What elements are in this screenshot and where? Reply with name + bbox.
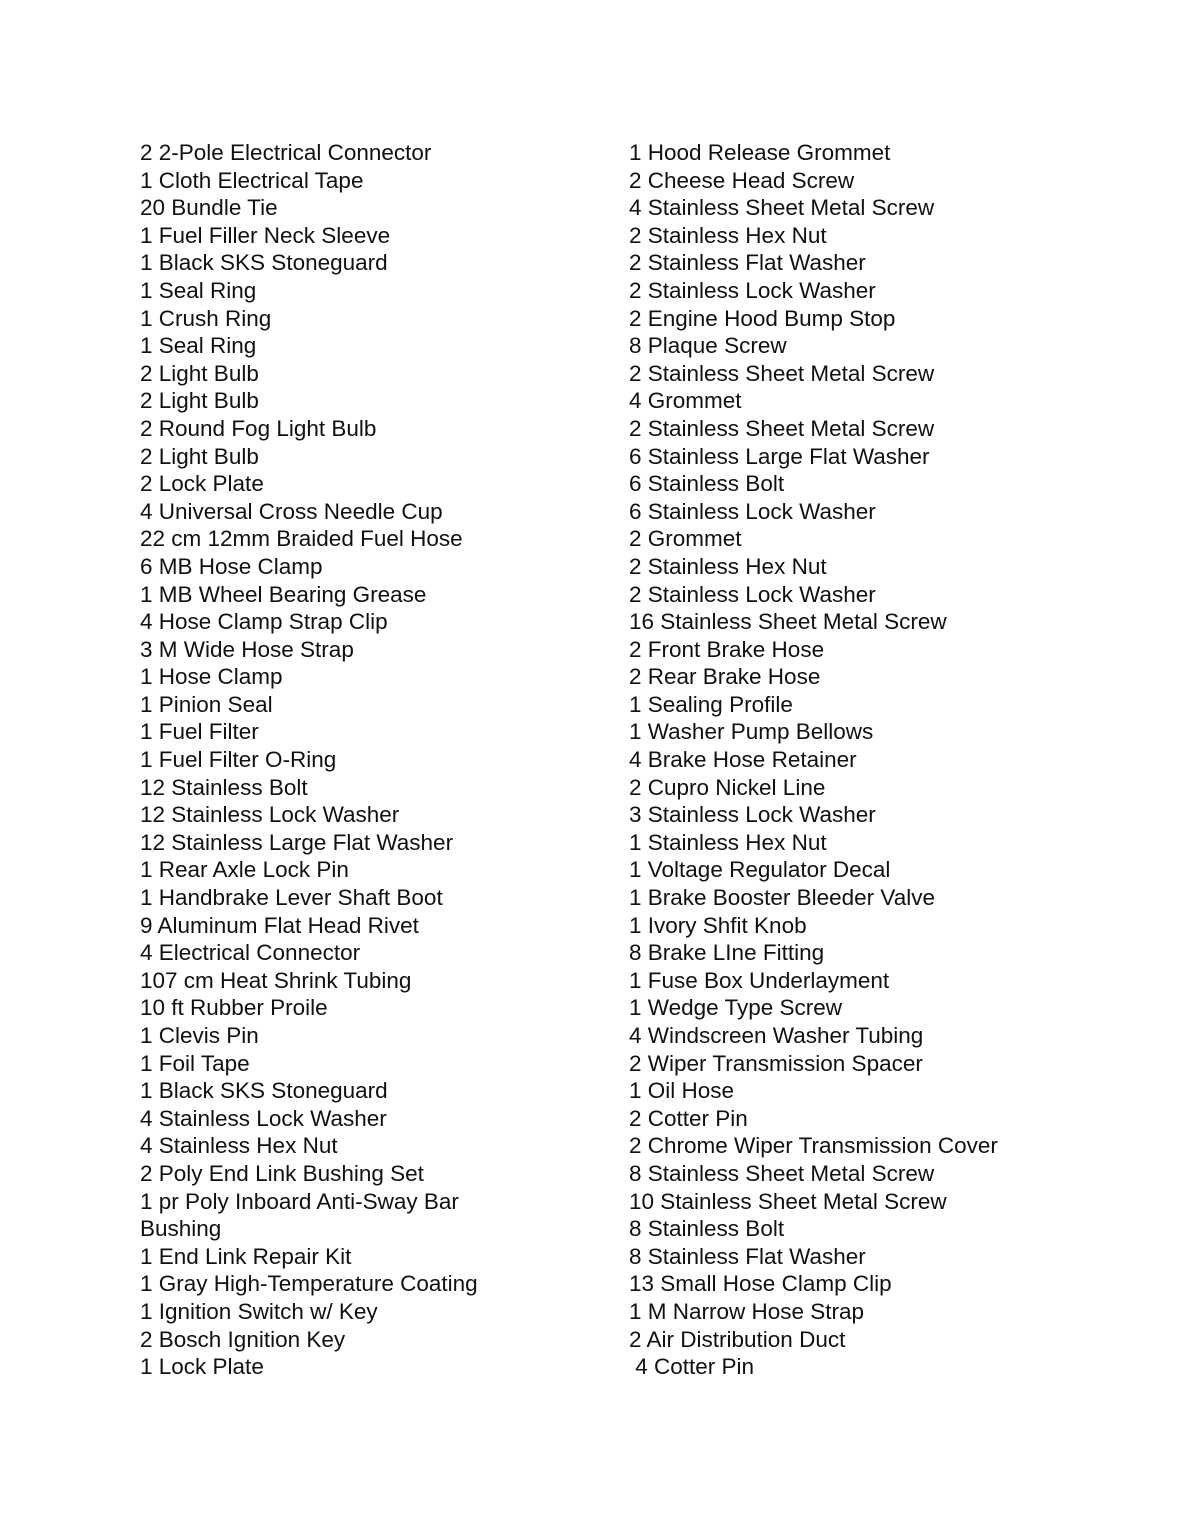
parts-list-item: 4 Universal Cross Needle Cup bbox=[140, 498, 443, 524]
parts-list-item: 1 MB Wheel Bearing Grease bbox=[140, 581, 427, 607]
parts-list-item: 4 Stainless Hex Nut bbox=[140, 1133, 338, 1159]
parts-list-item: 4 Electrical Connector bbox=[140, 940, 361, 966]
parts-list-item: 9 Aluminum Flat Head Rivet bbox=[140, 912, 419, 938]
parts-list-item: 1 Washer Pump Bellows bbox=[629, 719, 874, 745]
parts-list-item: 4 Windscreen Washer Tubing bbox=[629, 1023, 924, 1048]
parts-list-item: 2 Cupro Nickel Line bbox=[629, 774, 826, 800]
parts-list-item: 1 Ignition Switch w/ Key bbox=[140, 1298, 378, 1324]
parts-list-item: 2 Light Bulb bbox=[140, 443, 259, 469]
parts-list-item: 8 Stainless Flat Washer bbox=[629, 1243, 866, 1269]
parts-list-item: 2 Stainless Hex Nut bbox=[629, 222, 827, 248]
parts-list-left-column bbox=[140, 139, 560, 1381]
parts-list-item: 1 Stainless Hex Nut bbox=[629, 829, 827, 855]
parts-list-item: 1 Gray High-Temperature Coating bbox=[140, 1271, 478, 1297]
parts-list-item: 6 MB Hose Clamp bbox=[140, 553, 323, 579]
parts-list-item: 2 Stainless Flat Washer bbox=[629, 250, 866, 276]
parts-list-item: 2 Grommet bbox=[629, 526, 742, 552]
parts-list-item: 2 Chrome Wiper Transmission Cover bbox=[629, 1133, 998, 1159]
parts-list-item: 1 Fuel Filter O-Ring bbox=[140, 747, 337, 773]
parts-list-item: 1 Ivory Shfit Knob bbox=[629, 912, 807, 938]
parts-list-item: 4 Stainless Lock Washer bbox=[140, 1105, 387, 1131]
parts-list-item: 4 Grommet bbox=[629, 388, 742, 414]
parts-list-item: 2 2-Pole Electrical Connector bbox=[140, 140, 432, 165]
parts-list-item: 2 Rear Brake Hose bbox=[629, 664, 821, 690]
parts-list-item: 2 Stainless Lock Washer bbox=[629, 581, 876, 607]
parts-list-item: 3 Stainless Lock Washer bbox=[629, 802, 876, 828]
parts-list-item: 1 Black SKS Stoneguard bbox=[140, 250, 388, 276]
parts-list-item: 8 Stainless Bolt bbox=[629, 1216, 785, 1242]
parts-list-item: 1 Handbrake Lever Shaft Boot bbox=[140, 885, 443, 911]
parts-list-item: 2 Light Bulb bbox=[140, 360, 259, 386]
parts-list-item: 8 Plaque Screw bbox=[629, 333, 787, 359]
parts-list-item: 13 Small Hose Clamp Clip bbox=[629, 1271, 892, 1297]
parts-list-item: 1 Seal Ring bbox=[140, 333, 257, 359]
parts-list-item: 1 Foil Tape bbox=[140, 1050, 250, 1076]
parts-list-item: 2 Front Brake Hose bbox=[629, 636, 825, 662]
parts-list-item: 1 Fuel Filler Neck Sleeve bbox=[140, 222, 391, 248]
parts-list-item: 1 M Narrow Hose Strap bbox=[629, 1298, 865, 1324]
parts-list-item: 12 Stainless Lock Washer bbox=[140, 802, 400, 828]
parts-list-item: 1 Rear Axle Lock Pin bbox=[140, 857, 349, 883]
parts-list-item: 2 Bosch Ignition Key bbox=[140, 1326, 346, 1352]
parts-list-item: 8 Brake LIne Fitting bbox=[629, 940, 825, 966]
parts-list-item: 2 Round Fog Light Bulb bbox=[140, 415, 377, 441]
parts-list-item: 1 Black SKS Stoneguard bbox=[140, 1078, 388, 1104]
parts-list-item: 10 Stainless Sheet Metal Screw bbox=[629, 1188, 947, 1214]
parts-list-item: 1 End Link Repair Kit bbox=[140, 1243, 352, 1269]
parts-list-item: 1 Lock Plate bbox=[140, 1354, 264, 1380]
parts-list-item: 107 cm Heat Shrink Tubing bbox=[140, 967, 412, 993]
parts-list-item: 1 Pinion Seal bbox=[140, 691, 273, 717]
parts-list-item: 1 Clevis Pin bbox=[140, 1023, 259, 1048]
parts-list-item: 12 Stainless Large Flat Washer bbox=[140, 829, 454, 855]
parts-list-item: 1 Crush Ring bbox=[140, 305, 272, 331]
parts-list-item: 1 Brake Booster Bleeder Valve bbox=[629, 885, 936, 911]
parts-list-item: 2 Lock Plate bbox=[140, 471, 264, 497]
parts-list-item: 1 Fuel Filter bbox=[140, 719, 259, 745]
parts-list-item: 2 Air Distribution Duct bbox=[629, 1326, 846, 1352]
parts-list-item: 4 Cotter Pin bbox=[629, 1354, 755, 1380]
parts-list-item: 16 Stainless Sheet Metal Screw bbox=[629, 609, 947, 635]
parts-list-item: 20 Bundle Tie bbox=[140, 195, 278, 221]
parts-list-item: 1 Fuse Box Underlayment bbox=[629, 967, 890, 993]
parts-list-item: 3 M Wide Hose Strap bbox=[140, 636, 354, 662]
parts-list-item: 2 Poly End Link Bushing Set bbox=[140, 1160, 424, 1186]
parts-list-item: 4 Hose Clamp Strap Clip bbox=[140, 609, 388, 635]
parts-list-item: 2 Stainless Sheet Metal Screw bbox=[629, 415, 935, 441]
parts-list-item: 6 Stainless Lock Washer bbox=[629, 498, 876, 524]
parts-list-item: 4 Stainless Sheet Metal Screw bbox=[629, 195, 935, 221]
parts-list-item: 1 Hose Clamp bbox=[140, 664, 283, 690]
parts-list-item: Bushing bbox=[140, 1216, 222, 1242]
parts-list-item: 2 Stainless Sheet Metal Screw bbox=[629, 360, 935, 386]
parts-list-item: 1 Wedge Type Screw bbox=[629, 995, 843, 1021]
parts-list-item: 1 Oil Hose bbox=[629, 1078, 735, 1104]
parts-list-item: 6 Stainless Large Flat Washer bbox=[629, 443, 930, 469]
parts-list-item: 2 Light Bulb bbox=[140, 388, 259, 414]
parts-list-item: 1 Seal Ring bbox=[140, 277, 257, 303]
parts-list-item: 2 Cheese Head Screw bbox=[629, 167, 855, 193]
parts-list-right-column bbox=[629, 139, 1149, 1381]
parts-list-item: 2 Stainless Lock Washer bbox=[629, 277, 876, 303]
parts-list-item: 12 Stainless Bolt bbox=[140, 774, 308, 800]
parts-list-item: 2 Cotter Pin bbox=[629, 1105, 748, 1131]
parts-list-item: 1 Voltage Regulator Decal bbox=[629, 857, 891, 883]
parts-list-item: 2 Stainless Hex Nut bbox=[629, 553, 827, 579]
parts-list-item: 1 Sealing Profile bbox=[629, 691, 793, 717]
parts-list-item: 10 ft Rubber Proile bbox=[140, 995, 328, 1021]
parts-list-item: 22 cm 12mm Braided Fuel Hose bbox=[140, 526, 463, 552]
parts-list-item: 1 Cloth Electrical Tape bbox=[140, 167, 364, 193]
parts-list-item: 1 pr Poly Inboard Anti-Sway Bar bbox=[140, 1188, 459, 1214]
parts-list-item: 4 Brake Hose Retainer bbox=[629, 747, 857, 773]
parts-list-item: 8 Stainless Sheet Metal Screw bbox=[629, 1160, 935, 1186]
parts-list-item: 6 Stainless Bolt bbox=[629, 471, 785, 497]
parts-list-item: 2 Engine Hood Bump Stop bbox=[629, 305, 896, 331]
parts-list-item: 2 Wiper Transmission Spacer bbox=[629, 1050, 923, 1076]
parts-list-item: 1 Hood Release Grommet bbox=[629, 140, 891, 165]
